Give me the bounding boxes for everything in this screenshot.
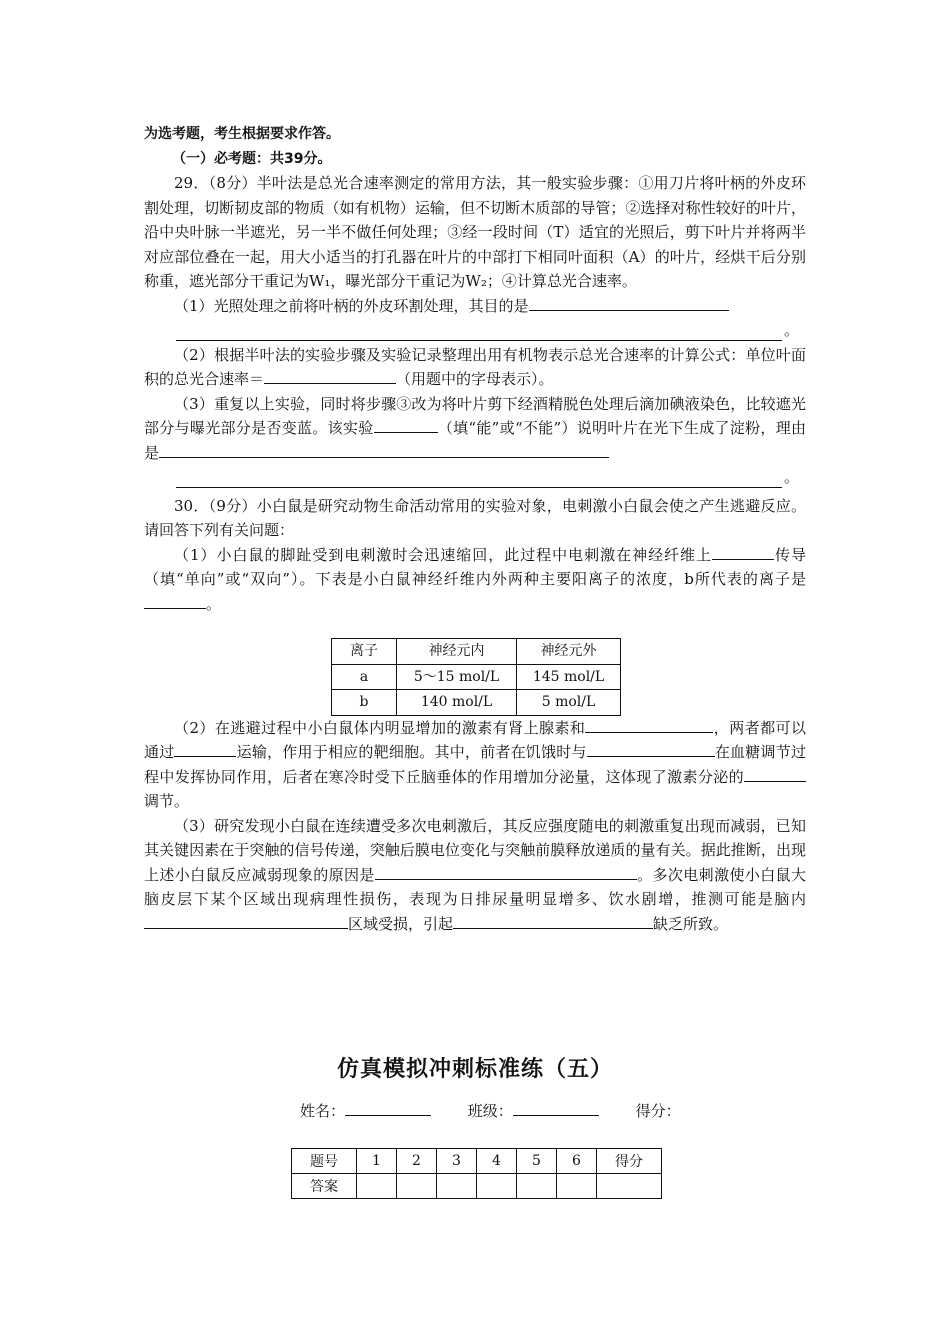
table-cell: 题号: [292, 1149, 357, 1174]
table-header-cell: 神经元内: [397, 639, 517, 665]
table-row: [292, 1149, 662, 1174]
class-field: 班级：: [468, 1102, 599, 1120]
table-header-cell: 离子: [332, 639, 397, 665]
q29-part3: （3）重复以上实验，同时将步骤③改为将叶片剪下经酒精脱色处理后滴加碘液染色，比较遮光部分与曝光部分是否变蓝。该实验 （填“能”或“不能”）说明叶片在光下生成了淀粉，理由是: [144, 394, 806, 462]
question-page: [144, 122, 806, 936]
answer-blank[interactable]: [144, 592, 206, 609]
q30-part3: （3）研究发现小白鼠在连续遭受多次电刺激后，其反应强度随电的刺激重复出现而减弱，已知其关键因素在于突触的信号传递，突触后膜电位变化与突触前膜释放递质的量有关。据此推断，出现上述小白鼠反应减弱现象的原因是 。多次电刺激使小白鼠大脑皮层下某个区域出现病理性损伤，表现为日排尿量明显增多、饮水剧增，推测可能是脑内区域受损，引起 缺乏所致。: [144, 816, 806, 933]
table-cell: 4: [477, 1149, 517, 1174]
answer-blank[interactable]: [144, 912, 348, 929]
q30-part2: （2）在逃避过程中小白鼠体内明显增加的激素有肾上腺素和 ，两者都可以通过 运输，作用于相应的靶细胞。其中，前者在饥饿时与 在血糖调节过程中发挥协同作用，后者在寒冷时受下丘脑垂体的作用增加分泌量，这体现了激素分泌的调节。: [144, 716, 806, 814]
q29-stem: 29．（8分）半叶法是总光合速率测定的常用方法，其一般实验步骤：①用刀片将叶柄的外皮环割处理，切断韧皮部的物质（如有机物）运输，但不切断木质部的导管；②选择对称性较好的叶片，沿中央叶脉一半遮光，另一半不做任何处理；③经一段时间（T）适宜的光照后，剪下叶片并将两半对应部位叠在一起，用大小适当的打孔器在叶片的中部打下相同叶面积（A）的叶片，经烘干后分别称重，遮光部分干重记为W₁，曝光部分干重记为W₂；④计算总光合速率。: [144, 174, 806, 290]
answer-blank[interactable]: [529, 294, 729, 311]
answer-cell[interactable]: [517, 1174, 557, 1199]
q29-part3-line: 。: [144, 465, 806, 490]
table-cell: 3: [437, 1149, 477, 1174]
q30-stem: 30．（9分）小白鼠是研究动物生命活动常用的实验对象，电刺激小白鼠会使之产生逃避反应。请回答下列有关问题：: [144, 496, 806, 539]
q30-part1: （1）小白鼠的脚趾受到电刺激时会迅速缩回，此过程中电刺激在神经纤维上 传导（填“单向”或“双向”）。下表是小白鼠神经纤维内外两种主要阳离子的浓度，b所代表的离子是。: [144, 543, 806, 617]
answer-blank[interactable]: [375, 863, 637, 880]
answer-blank[interactable]: [587, 740, 715, 757]
answer-blank[interactable]: [744, 765, 806, 782]
table-cell: 2: [397, 1149, 437, 1174]
answer-cell[interactable]: [357, 1174, 397, 1199]
answer-blank[interactable]: [174, 740, 236, 757]
table-cell: 得分: [597, 1149, 662, 1174]
ion-table: [331, 638, 621, 716]
page-title: 仿真模拟冲刺标准练（五）: [336, 1057, 613, 1082]
answer-blank[interactable]: [176, 318, 782, 341]
answer-blank[interactable]: [159, 441, 609, 458]
table-header-row: [332, 639, 621, 665]
answer-cell[interactable]: [557, 1174, 597, 1199]
answer-cell[interactable]: [477, 1174, 517, 1199]
answer-blank[interactable]: [712, 543, 774, 560]
answer-blank[interactable]: [264, 367, 396, 384]
answer-blank[interactable]: [374, 416, 438, 433]
student-info: [300, 1099, 681, 1121]
section-heading: （一）必考题：共39分。: [172, 150, 332, 167]
answer-cell[interactable]: [397, 1174, 437, 1199]
answer-blank[interactable]: [176, 465, 782, 488]
table-cell: 1: [357, 1149, 397, 1174]
answer-blank[interactable]: [585, 716, 713, 733]
table-cell: b: [332, 690, 397, 716]
score-field: 得分：: [635, 1102, 681, 1120]
table-cell: 6: [557, 1149, 597, 1174]
name-input[interactable]: [345, 1099, 431, 1116]
class-input[interactable]: [513, 1099, 599, 1116]
answer-table: [291, 1148, 662, 1199]
q29-part2: （2）根据半叶法的实验步骤及实验记录整理出用有机物表示总光合速率的计算公式：单位叶面积的总光合速率＝ （用题中的字母表示）。: [144, 345, 806, 388]
answer-blank[interactable]: [453, 912, 653, 929]
table-row: [332, 690, 621, 716]
table-cell: 5: [517, 1149, 557, 1174]
table-row: [292, 1174, 662, 1199]
table-cell: 140 mol/L: [397, 690, 517, 716]
q29-part1: （1）光照处理之前将叶柄的外皮环割处理，其目的是: [144, 294, 806, 319]
table-cell: 5～15 mol/L: [397, 664, 517, 690]
table-cell: 5 mol/L: [517, 690, 621, 716]
intro-text: 为选考题，考生根据要求作答。: [144, 126, 340, 142]
name-field: 姓名：: [300, 1102, 431, 1120]
table-cell: 答案: [292, 1174, 357, 1199]
table-cell: 145 mol/L: [517, 664, 621, 690]
table-header-cell: 神经元外: [517, 639, 621, 665]
q29-part1-line: 。: [144, 318, 806, 343]
answer-cell[interactable]: [597, 1174, 662, 1199]
table-cell: a: [332, 664, 397, 690]
table-row: [332, 664, 621, 690]
answer-cell[interactable]: [437, 1174, 477, 1199]
